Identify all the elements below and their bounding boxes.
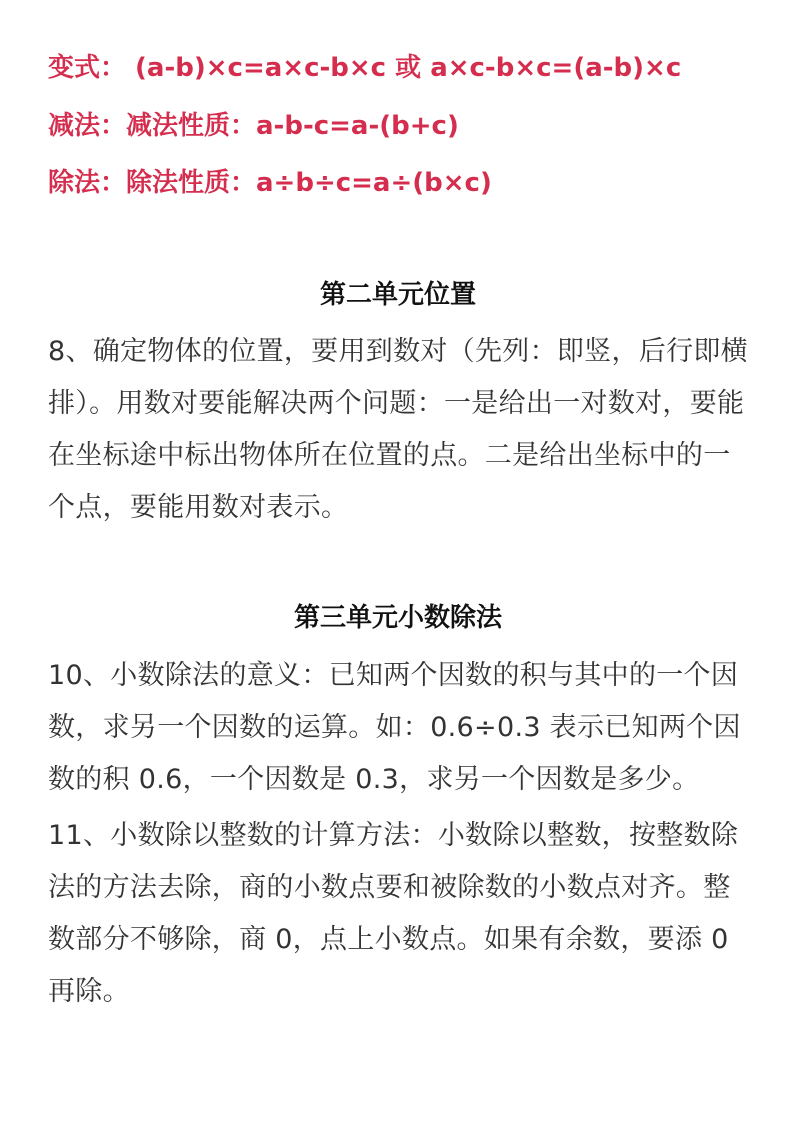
unit3-heading: 第三单元小数除法 — [293, 603, 502, 633]
unit2-heading: 第二单元位置 — [319, 280, 476, 310]
unit3-item-10: 10、小数除法的意义：已知两个因数的积与其中的一个因数，求另一个因数的运算。如：0.6÷0.3 表示已知两个因数的积 0.6，一个因数是 0.3，求另一个因数是多少。 — [48, 660, 741, 795]
formula-variant: 变式： (a-b)×c=a×c-b×c 或 a×c-b×c=(a-b)×c — [48, 53, 682, 83]
unit3-item-11: 11、小数除以整数的计算方法：小数除以整数，按整数除法的方法去除，商的小数点要和被除数的小数点对齐。整数部分不够除，商 0，点上小数点。如果有余数，要添 0 再除。 — [48, 820, 739, 1007]
formula-subtraction-property: 减法：减法性质：a-b-c=a-(b+c) — [48, 111, 459, 141]
formula-division-property: 除法：除法性质：a÷b÷c=a÷(b×c) — [48, 168, 492, 198]
unit2-item-8: 8、确定物体的位置，要用到数对（先列：即竖，后行即横排）。用数对要能解决两个问题：一是给出一对数对，要能在坐标途中标出物体所在位置的点。二是给出坐标中的一个点，要能用数对表示。 — [48, 336, 748, 523]
